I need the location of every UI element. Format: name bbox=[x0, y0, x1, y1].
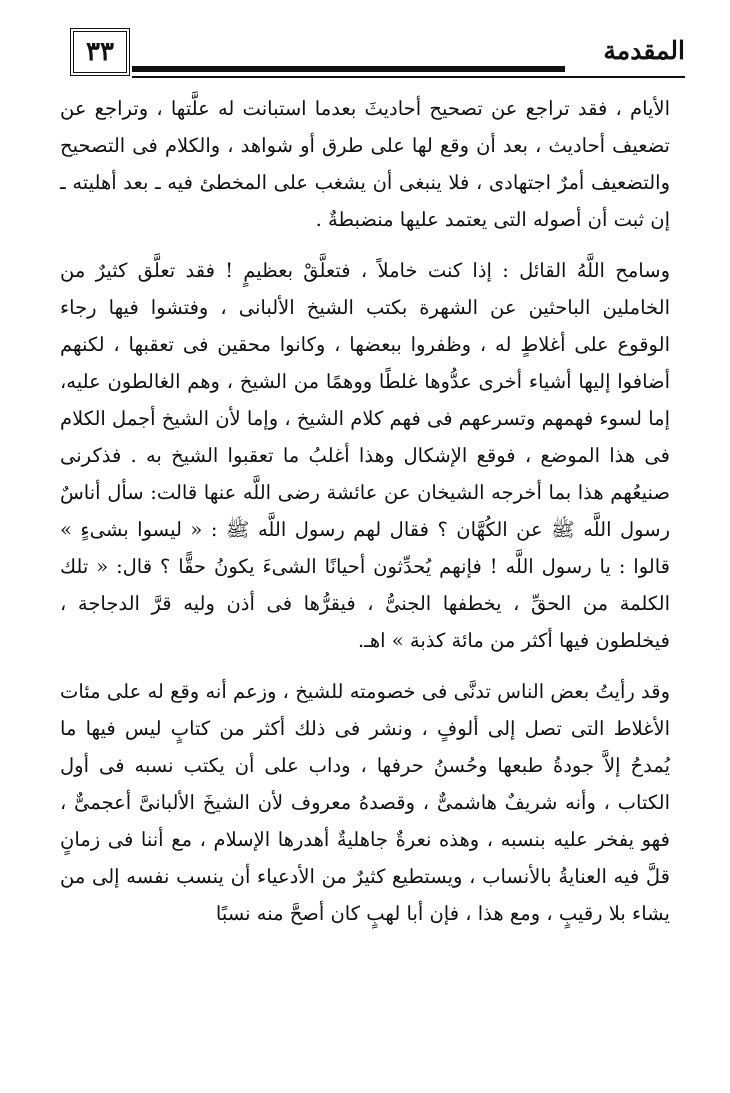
paragraph: وقد رأيتُ بعض الناس تدنَّى فى خصومته للشيخ ، وزعم أنه وقع له على مئات الأغلاط التى تصل إلى ألوفٍ ، ونشر فى ذلك أكثر من كتابٍ ليس فيها ما يُمدحُ إلاَّ جودةُ طبعها وحُسنُ حرفها ، وداب على أن يكتب نسبه فى أول الكتاب ، وأنه شريفٌ هاشمىٌّ ، وقصدهُ معروف لأن الشيخَ الألبانىَّ أعجمىٌّ ، فهو يفخر عليه بنسبه ، وهذه نعرةٌ جاهليةٌ أهدرها الإسلام ، مع أننا فى زمانٍ قلَّ فيه العنايةُ بالأنساب ، ويستطيع كثيرٌ من الأدعياء أن ينسب نفسه إلى من يشاء بلا رقيبٍ ، ومع هذا ، فإن أبا لهبٍ كان أصحَّ منه نسبًا bbox=[60, 680, 670, 925]
page-number: ٣٣ bbox=[70, 28, 130, 76]
header-rule-thick bbox=[132, 66, 565, 72]
paragraph: الأيام ، فقد تراجع عن تصحيح أحاديثَ بعدما استبانت له علَّتها ، وتراجع عن تضعيف أحاديث ، بعد أن وقع لها على طرق أو شواهد ، والكلام فى التصحيح والتضعيف أمرٌ اجتهادى ، فلا ينبغى أن يشغب على المخطئ فيه ـ بعد أهليته ـ إن ثبت أن أصوله التى يعتمد عليها منضبطةٌ . bbox=[60, 97, 670, 231]
page-body bbox=[60, 90, 670, 1050]
page-header bbox=[70, 22, 685, 82]
header-rule-thin bbox=[132, 76, 685, 78]
paragraph: وسامح اللَّهُ القائل : إذا كنت خاملاً ، فتعلَّقْ بعظيمٍ ! فقد تعلَّق كثيرٌ من الخاملين الباحثين عن الشهرة بكتب الشيخ الألبانى ، وفتشوا فيها رجاء الوقوع على أغلاطٍ له ، وظفروا ببعضها ، وكانوا محقين فى تعقبها ، لكنهم أضافوا إليها أشياء أخرى عدُّوها غلطًا ووهمًا من الشيخ ، وهم الغالطون عليه، إما لسوء فهمهم وتسرعهم فى فهم كلام الشيخ ، وإما لأن الشيخ أجمل الكلام فى هذا الموضع ، فوقع الإشكال وهذا أغلبُ ما تعقبوا الشيخ به . فذكرنى صنيعُهم هذا بما أخرجه الشيخان عن عائشة رضى اللَّه عنها قالت: سأل أناسٌ رسول اللَّه ﷺ عن الكُهَّان ؟ فقال لهم رسول اللَّه ﷺ : « ليسوا بشىءٍ » قالوا : يا رسول اللَّه ! فإنهم يُحدِّثون أحيانًا الشىءَ يكونُ حقًّا ؟ قال: « تلك الكلمة من الحقِّ ، يخطفها الجنىُّ ، فيقرُّها فى أذن وليه قرَّ الدجاجة ، فيخلطون فيها أكثر من مائة كذبة » اهـ. bbox=[60, 259, 670, 652]
running-title: المقدمة bbox=[603, 36, 685, 65]
